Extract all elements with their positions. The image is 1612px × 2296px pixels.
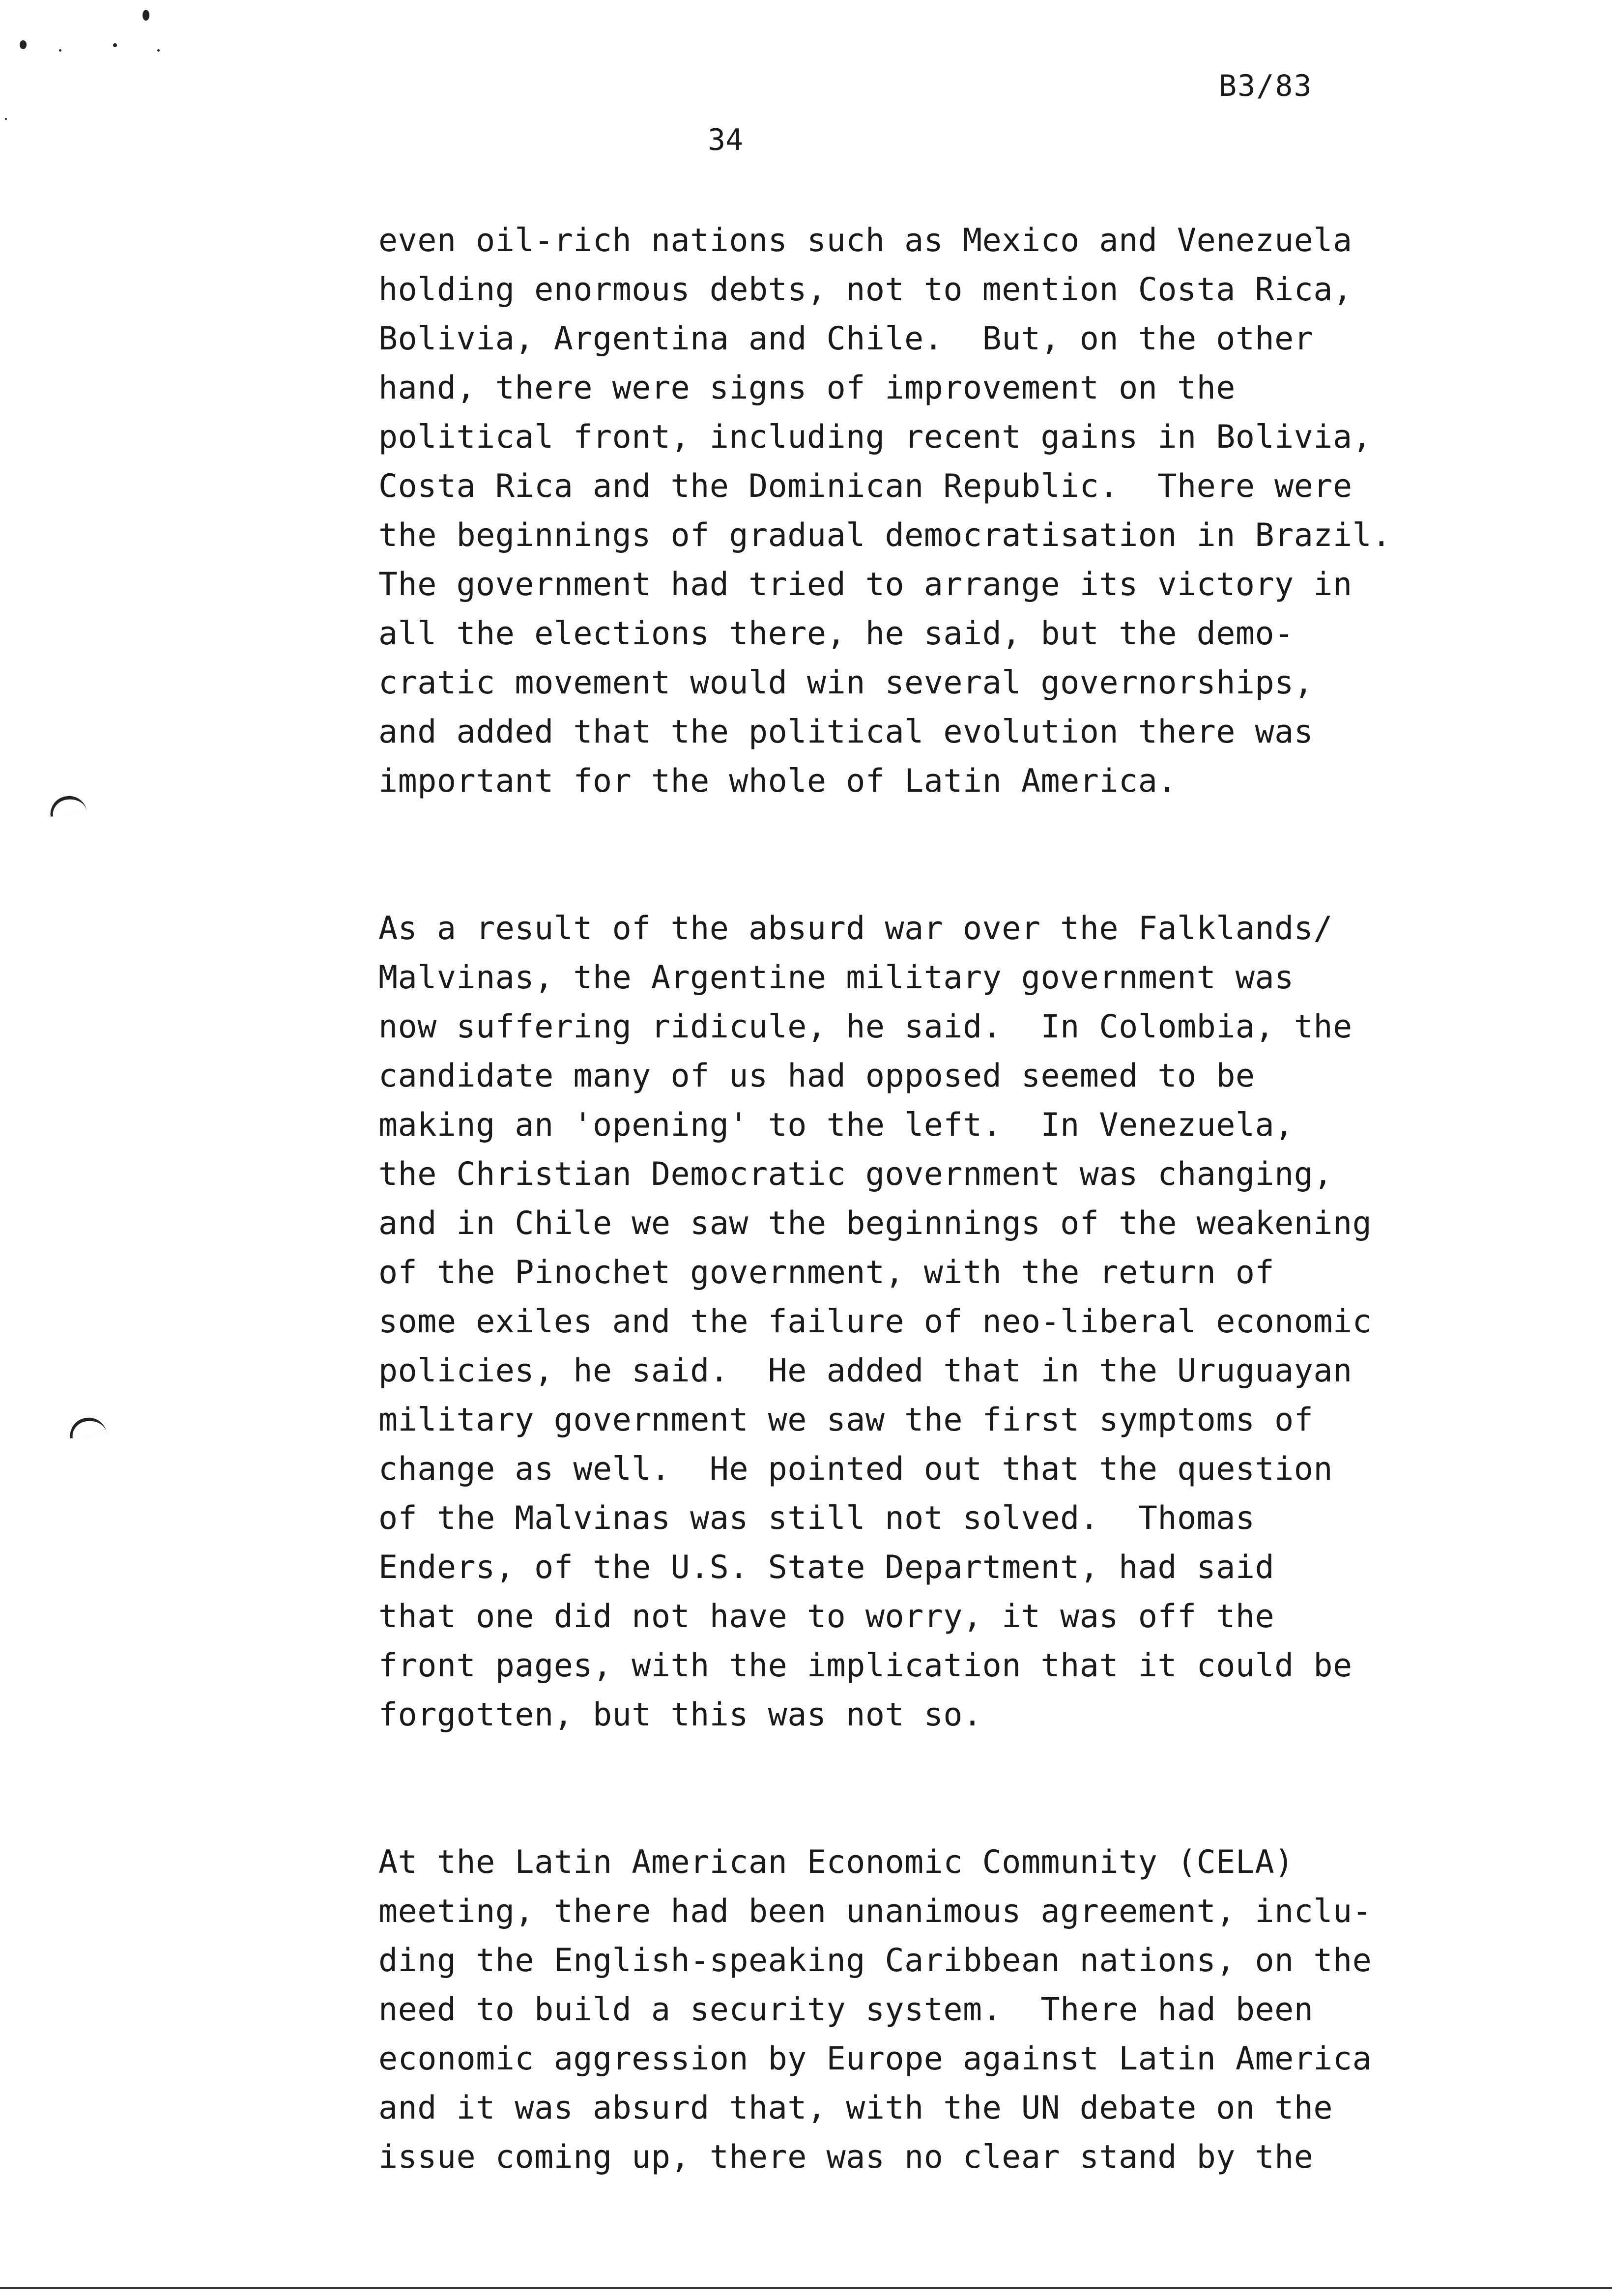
page-number: 34	[708, 123, 744, 157]
text-line: The government had tried to arrange its victory in	[378, 566, 1353, 603]
text-line: holding enormous debts, not to mention Costa Rica,	[378, 271, 1353, 308]
scan-speck	[5, 118, 7, 120]
text-line: policies, he said. He added that in the Uruguayan	[378, 1352, 1353, 1389]
text-line: Bolivia, Argentina and Chile. But, on the other	[378, 320, 1314, 357]
paragraph	[378, 1838, 1519, 2182]
text-line: that one did not have to worry, it was off the	[378, 1598, 1275, 1635]
text-line: of the Pinochet government, with the return of	[378, 1254, 1275, 1291]
text-line: issue coming up, there was no clear stand by the	[378, 2139, 1314, 2176]
document-reference: B3/83	[1219, 69, 1313, 103]
text-line: making an 'opening' to the left. In Venezuela,	[378, 1107, 1294, 1144]
text-line: important for the whole of Latin America.	[378, 763, 1177, 800]
text-line: At the Latin American Economic Community (CELA)	[378, 1844, 1294, 1881]
text-line: all the elections there, he said, but the demo-	[378, 615, 1294, 652]
text-line: and it was absurd that, with the UN debate on the	[378, 2090, 1333, 2126]
text-line: even oil-rich nations such as Mexico and Venezuela	[378, 222, 1353, 259]
punch-hole-mark	[48, 794, 87, 817]
text-line: front pages, with the implication that it could be	[378, 1647, 1353, 1684]
text-line: change as well. He pointed out that the question	[378, 1451, 1333, 1488]
text-line: the beginnings of gradual democratisation in Brazil.	[378, 517, 1391, 554]
text-line: Costa Rica and the Dominican Republic. There were	[378, 468, 1353, 505]
scan-speck	[59, 49, 61, 52]
text-line: need to build a security system. There had been	[378, 1991, 1314, 2028]
text-line: forgotten, but this was not so.	[378, 1696, 982, 1733]
text-line: cratic movement would win several governorships,	[378, 664, 1314, 701]
text-line: of the Malvinas was still not solved. Thomas	[378, 1500, 1255, 1537]
scan-speck	[143, 10, 149, 21]
scan-speck	[157, 49, 160, 52]
scan-speck	[20, 40, 27, 49]
paragraph	[378, 216, 1519, 806]
text-line: some exiles and the failure of neo-liberal economic	[378, 1303, 1372, 1340]
text-line: ding the English-speaking Caribbean nations, on the	[378, 1942, 1372, 1979]
text-line: military government we saw the first symptoms of	[378, 1402, 1314, 1438]
text-line: meeting, there had been unanimous agreement, inclu-	[378, 1893, 1372, 1930]
text-line: candidate many of us had opposed seemed to be	[378, 1058, 1255, 1094]
punch-hole-mark	[68, 1415, 107, 1438]
text-line: economic aggression by Europe against Latin America	[378, 2040, 1372, 2077]
scan-speck	[113, 43, 117, 47]
text-line: the Christian Democratic government was changing,	[378, 1156, 1333, 1193]
text-line: As a result of the absurd war over the Falklands/	[378, 910, 1333, 947]
text-line: hand, there were signs of improvement on the	[378, 370, 1236, 406]
text-line: and in Chile we saw the beginnings of the weakening	[378, 1205, 1372, 1242]
body-text	[378, 216, 1519, 2280]
text-line: Enders, of the U.S. State Department, had said	[378, 1549, 1275, 1586]
page-bottom-edge	[0, 2287, 1612, 2289]
text-line: and added that the political evolution there was	[378, 714, 1314, 750]
text-line: Malvinas, the Argentine military government was	[378, 959, 1294, 996]
text-line: now suffering ridicule, he said. In Colombia, the	[378, 1008, 1353, 1045]
text-line: political front, including recent gains in Bolivia,	[378, 419, 1372, 456]
paragraph	[378, 904, 1519, 1740]
